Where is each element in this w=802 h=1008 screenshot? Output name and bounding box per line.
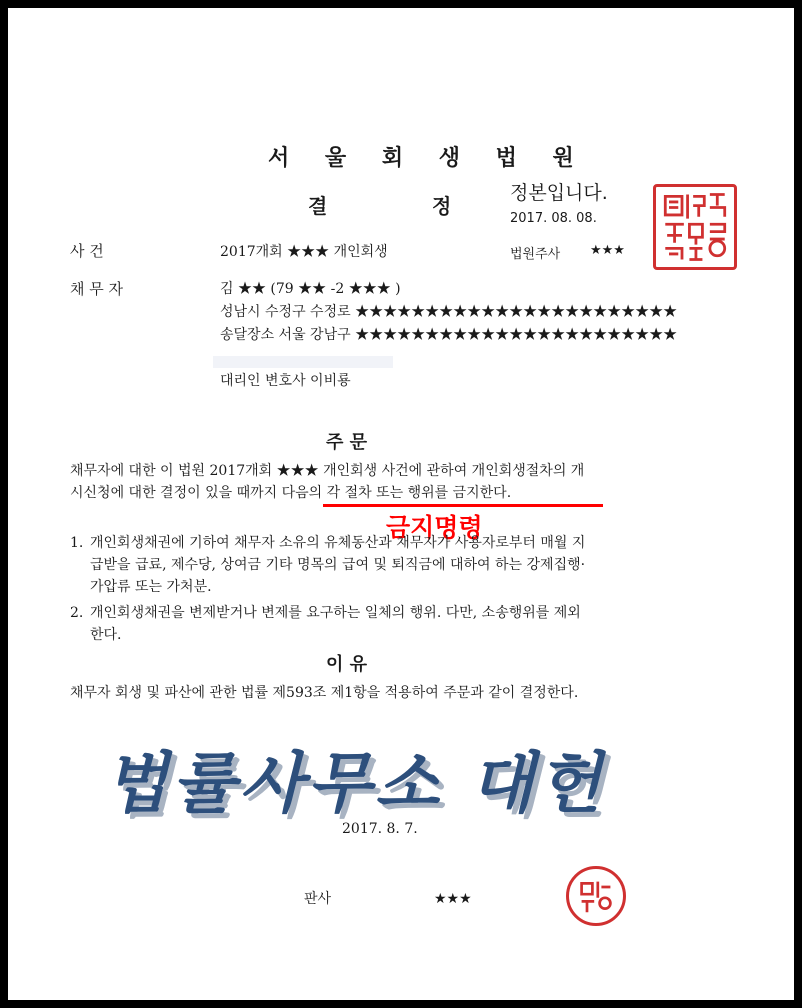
clerk-label: 법원주사 [510, 247, 561, 262]
debtor-label: 채 무 자 [70, 280, 124, 298]
judge-label: 판사 [304, 891, 332, 907]
item-1-number: 1. [70, 535, 84, 551]
case-label: 사 건 [70, 242, 104, 260]
item-2-line-2: 한다. [90, 627, 122, 643]
prohibition-label: 금지명령 [386, 513, 483, 542]
certified-copy-label: 정본입니다. [510, 182, 608, 204]
item-1-line-2: 급받을 급료, 제수당, 상여금 기타 명목의 급여 및 퇴직금에 대하여 하는 강제집행· [90, 557, 586, 573]
court-name: 서 울 회 생 법 원 [268, 146, 588, 171]
order-heading: 주 문 [326, 432, 368, 453]
item-1-line-3: 가압류 또는 가처분. [90, 579, 212, 595]
certified-date: 2017. 08. 08. [510, 211, 597, 226]
reason-text: 채무자 회생 및 파산에 관한 법률 제593조 제1항을 적용하여 주문과 같이 결정한다. [70, 685, 579, 701]
judge-name: ★★★ [434, 891, 472, 907]
debtor-name: 김 ★★ (79 ★★ -2 ★★★ ) [220, 281, 401, 297]
item-2-number: 2. [70, 605, 84, 621]
order-text-line-1: 채무자에 대한 이 법원 2017개회 ★★★ 개인회생 사건에 관하여 개인회생절차의 개 [70, 463, 585, 479]
debtor-address: 성남시 수정구 수정로 ★★★★★★★★★★★★★★★★★★★★★★★ [220, 304, 678, 320]
highlight-underline [323, 504, 603, 507]
decision-date: 2017. 8. 7. [342, 821, 418, 837]
item-2-line-1: 개인회생채권을 변제받거나 변제를 요구하는 일체의 행위. 다만, 소송행위를 제외 [90, 605, 581, 621]
decision-title-right: 정 [432, 194, 452, 218]
case-value: 2017개회 ★★★ 개인회생 [220, 244, 388, 260]
item-1-line-1: 개인회생채권에 기하여 채무자 소유의 유체동산과 채무자가 사용자로부터 매월 지 [90, 535, 586, 551]
decision-title-left: 결 [308, 194, 328, 218]
redaction-mark [213, 356, 393, 368]
court-seal-graphic [656, 187, 734, 267]
judge-seal-icon [566, 866, 626, 926]
debtor-agent: 대리인 변호사 이비룡 [220, 373, 351, 389]
law-office-watermark: 법률사무소 대헌 [104, 745, 606, 822]
judge-seal-graphic [569, 869, 623, 923]
clerk-name: ★★★ [590, 243, 625, 258]
document-page [8, 8, 794, 1000]
reason-heading: 이 유 [326, 654, 368, 675]
court-seal-icon [653, 184, 737, 270]
order-text-line-2: 시신청에 대한 결정이 있을 때까지 다음의 각 절차 또는 행위를 금지한다. [70, 485, 512, 501]
debtor-service-address: 송달장소 서울 강남구 ★★★★★★★★★★★★★★★★★★★★★★★ [220, 327, 678, 343]
